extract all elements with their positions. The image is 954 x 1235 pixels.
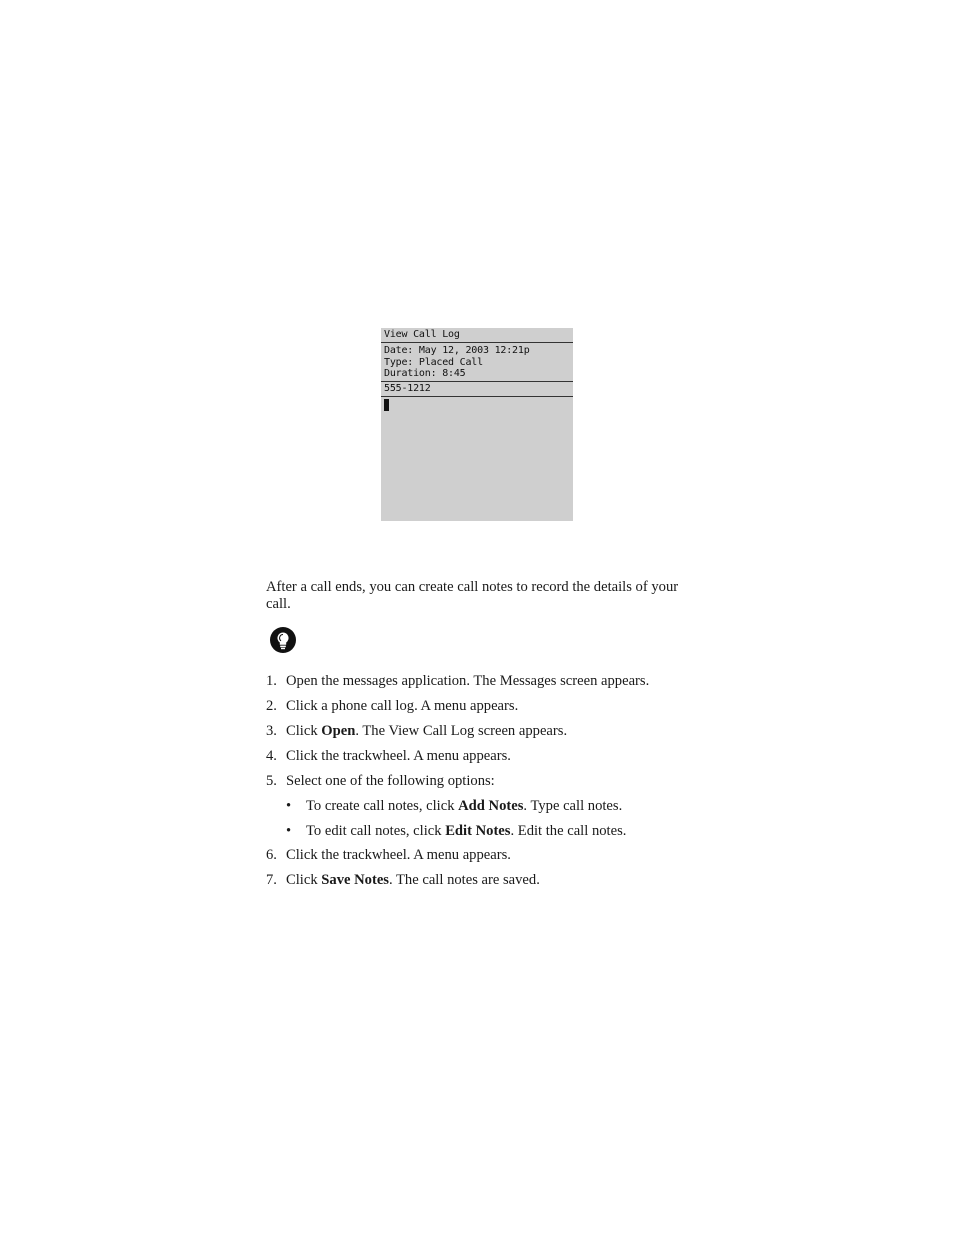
lightbulb-tip-icon: [269, 626, 297, 654]
screen-divider: [381, 381, 573, 382]
screen-divider: [381, 342, 573, 343]
call-type: Type: Placed Call: [384, 356, 483, 368]
call-log-screenshot: [381, 328, 573, 521]
intro-paragraph: After a call ends, you can create call notes to record the details of your call.: [266, 579, 679, 612]
call-date: Date: May 12, 2003 12:21p: [384, 345, 530, 356]
screen-divider: [381, 396, 573, 397]
screen-title: View Call Log: [384, 329, 460, 340]
text-cursor: [384, 399, 389, 411]
call-duration: Duration: 8:45: [384, 368, 466, 379]
call-number: 555-1212: [384, 383, 431, 394]
